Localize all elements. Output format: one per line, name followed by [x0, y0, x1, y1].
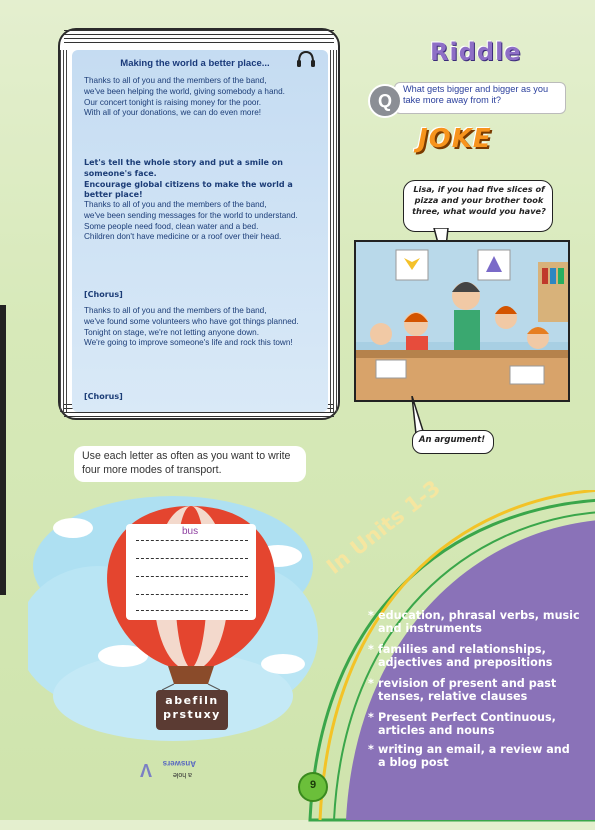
- song-title: Making the world a better place...: [120, 58, 270, 69]
- music-staff-right: [330, 50, 340, 412]
- lyric-line: We're going to improve someone's life and rock this town!: [84, 338, 293, 348]
- unit-topic-text: education, phrasal verbs, music and instruments: [378, 609, 580, 635]
- question-icon: Q: [368, 84, 402, 118]
- units-title: In Units 1-3: [322, 475, 445, 579]
- lyric-line: Tonight on stage, we're not letting anyone down.: [84, 327, 259, 337]
- unit-topic-text: revision of present and past tenses, relative clauses: [378, 677, 557, 703]
- answer-line-2[interactable]: [136, 576, 248, 577]
- unit-topic-item: [368, 744, 580, 769]
- transport-instruction: Use each letter as often as you want to write four more modes of transport.: [82, 450, 291, 476]
- answer-letter: V: [139, 760, 152, 780]
- lyric-line: [Chorus]: [84, 392, 123, 401]
- unit-topic-text: writing an email, a review and a blog post: [378, 743, 570, 769]
- lyric-line: Our concert tonight is raising money for the poor.: [84, 97, 262, 107]
- joke-title: JOKE: [418, 124, 492, 154]
- song-chorus: [84, 392, 320, 403]
- riddle-question: What gets bigger and bigger as you take more away from it?: [403, 84, 549, 105]
- answer-line-1[interactable]: [136, 558, 248, 559]
- song-verse: [84, 200, 320, 243]
- bullet-star-icon: *: [368, 711, 374, 724]
- bullet-star-icon: *: [368, 643, 374, 656]
- unit-topic-item: [368, 644, 580, 669]
- lyric-line: With all of your donations, we can do even more!: [84, 108, 262, 118]
- unit-topic-text: Present Perfect Continuous, articles and nouns: [378, 711, 556, 737]
- music-staff-top: [64, 30, 334, 46]
- lyric-line: [Chorus]: [84, 290, 123, 299]
- letters-row-1: abefiln: [165, 694, 219, 707]
- joke-answer: An argument!: [418, 435, 486, 445]
- answer-bubble-tail: [410, 396, 434, 434]
- music-staff-left: [60, 50, 70, 412]
- page-edge-mark: [0, 305, 6, 595]
- lyric-line: Some people need food, clean water and a bed.: [84, 221, 259, 231]
- lyric-line: Children don't have medicine or a roof over their head.: [84, 232, 282, 242]
- song-chorus: [84, 290, 320, 301]
- answers-title: Answers: [162, 759, 196, 768]
- song-verse: [84, 76, 320, 119]
- unit-topic-item: [368, 712, 580, 737]
- joke-speech-text: Lisa, if you had five slices of pizza and your brother took three, what would you have?: [412, 184, 546, 216]
- upside-down-answer: [130, 756, 200, 780]
- lyric-line: Let's tell the whole story and put a smile on someone's face.: [84, 158, 283, 178]
- answer-line-4[interactable]: [136, 610, 248, 611]
- song-chorus: [84, 158, 320, 201]
- unit-topic-item: [368, 678, 580, 703]
- bullet-star-icon: *: [368, 677, 374, 690]
- lyric-line: Thanks to all of you and the members of the band,: [84, 306, 267, 315]
- page-number: 9: [309, 779, 317, 791]
- example-word: bus: [182, 526, 199, 537]
- headphones-icon: [296, 50, 316, 68]
- classroom-illustration: [354, 240, 570, 402]
- riddle-title: Riddle: [430, 38, 522, 66]
- letters-row-2: prstuxy: [163, 708, 221, 721]
- lyric-line: Thanks to all of you and the members of the band,: [84, 76, 267, 85]
- answer-line-example: [136, 540, 248, 541]
- letter-set: [156, 694, 228, 722]
- answer-line-3[interactable]: [136, 594, 248, 595]
- lyric-line: we've found some volunteers who have got things planned.: [84, 316, 299, 326]
- lyric-line: Encourage global citizens to make the world a better place!: [84, 179, 293, 200]
- unit-topic-text: families and relationships, adjectives and prepositions: [378, 643, 553, 669]
- bullet-star-icon: *: [368, 609, 374, 622]
- writing-card: [126, 524, 256, 620]
- bullet-star-icon: *: [368, 743, 374, 756]
- answer-riddle-label: a hole: [172, 771, 192, 778]
- song-verse: [84, 306, 320, 349]
- lyric-line: we've been sending messages for the world to understand.: [84, 210, 298, 220]
- unit-topic-item: [368, 610, 580, 635]
- lyric-line: we've been helping the world, giving somebody a hand.: [84, 86, 285, 96]
- lyric-line: Thanks to all of you and the members of the band,: [84, 200, 267, 209]
